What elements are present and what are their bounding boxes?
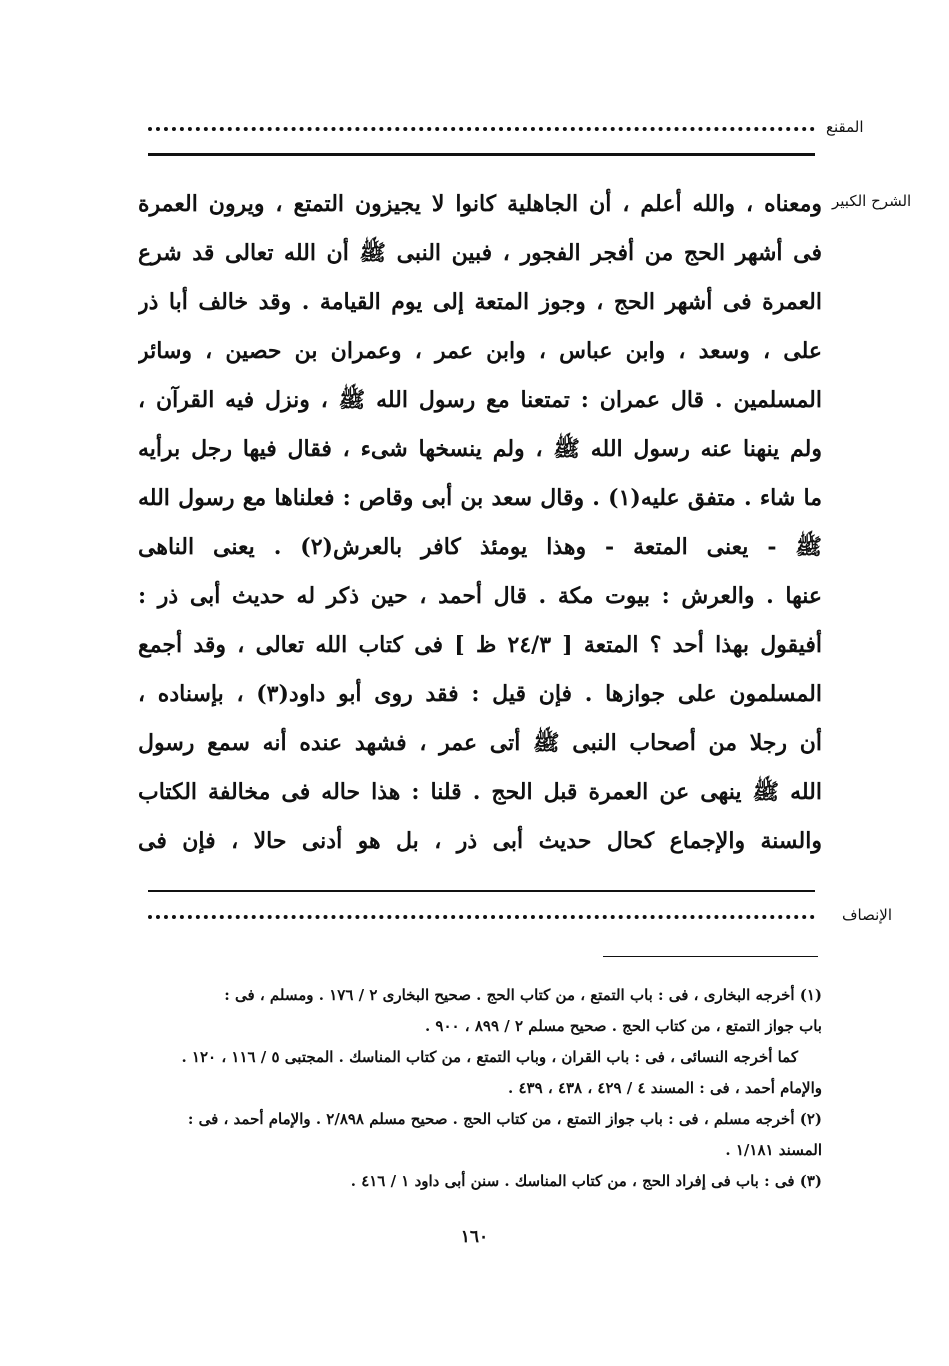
main-text-line: على ، وسعد ، وابن عباس ، وابن عمر ، وعمران بن حصين ، وسائر bbox=[138, 338, 822, 364]
main-text-line: المسلمين . قال عمران : تمتعنا مع رسول الله ﷺ ، ونزل فيه القرآن ، bbox=[138, 387, 822, 413]
main-text-block bbox=[138, 180, 822, 866]
footnote-separator bbox=[603, 956, 818, 957]
footnote-line: كما أخرجه النسائى ، فى : باب القران ، وباب التمتع ، من كتاب المناسك . المجتبى ٥ / ١١٦ ، ١٢٠ . bbox=[181, 1048, 798, 1066]
main-text-line: أن رجلا من أصحاب النبى ﷺ أتى عمر ، فشهد عنده أنه سمع رسول bbox=[138, 730, 822, 756]
margin-label-muqni: المقنع bbox=[826, 118, 864, 136]
main-text-line: الله ﷺ ينهى عن العمرة قبل الحج . قلنا : هذا حاله فى مخالفة الكتاب bbox=[138, 779, 822, 805]
main-text-line: ﷺ - يعنى المتعة - وهذا يومئذ كافر بالعرش(٢) . يعنى الناهى bbox=[138, 534, 822, 560]
footnote-line: باب جواز التمتع ، من كتاب الحج . صحيح مسلم ٢ / ٨٩٩ ، ٩٠٠ . bbox=[424, 1017, 822, 1035]
margin-label-insaf: الإنصاف bbox=[842, 906, 893, 924]
main-text-line: فى أشهر الحج من أفجر الفجور ، فبين النبى ﷺ أن الله تعالى قد شرع bbox=[138, 240, 822, 266]
main-text-line: المسلمون على جوازها . فإن قيل : فقد روى أبو داود(٣) ، بإسناده ، bbox=[138, 681, 822, 707]
main-text-line: ما شاء . متفق عليه(١) . وقال سعد بن أبى وقاص : فعلناها مع رسول الله bbox=[138, 485, 822, 511]
footnote-line: والإمام أحمد ، فى : المسند ٤ / ٤٢٩ ، ٤٣٨ ، ٤٣٩ . bbox=[508, 1079, 822, 1097]
main-text-line: أفيقول بهذا أحد ؟ المتعة [ ٢٤/٣ ظ ] فى كتاب الله تعالى ، وقد أجمع bbox=[138, 632, 822, 658]
footnotes-block bbox=[140, 980, 822, 1197]
footnote-line: (١) أخرجه البخارى ، فى : باب التمتع ، من كتاب الحج . صحيح البخارى ٢ / ١٧٦ . ومسلم ، فى : bbox=[224, 986, 822, 1004]
main-text-line: ومعناه ، والله أعلم ، أن الجاهلية كانوا لا يجيزون التمتع ، ويرون العمرة bbox=[138, 191, 822, 217]
thick-rule bbox=[148, 153, 815, 156]
main-text-line: ولم ينهنا عنه رسول الله ﷺ ، ولم ينسخها شىء ، فقال فيها رجل برأيه bbox=[138, 436, 822, 462]
margin-label-sharh-kabir: الشرح الكبير bbox=[832, 192, 912, 210]
main-text-line: العمرة فى أشهر الحج ، وجوز المتعة إلى يوم القيامة . وقد خالف أبا ذر bbox=[138, 289, 822, 315]
main-text-line: والسنة والإجماع كحال حديث أبى ذر ، بل هو أدنى حالا ، فإن فى bbox=[138, 828, 822, 854]
thin-rule bbox=[148, 890, 815, 892]
footnote-line: المسند ١/١٨١ . bbox=[725, 1141, 822, 1159]
footnote-line: (٣) فى : باب فى إفراد الحج ، من كتاب المناسك . سنن أبى داود ١ / ٤١٦ . bbox=[350, 1172, 822, 1190]
main-text-line: عنها . والعرش : بيوت مكة . قال أحمد ، حين ذكر له حديث أبى ذر : bbox=[138, 583, 822, 609]
dotted-separator-top bbox=[148, 127, 815, 133]
page-number: ١٦٠ bbox=[460, 1227, 489, 1247]
footnote-line: (٢) أخرجه مسلم ، فى : باب جواز التمتع ، من كتاب الحج . صحيح مسلم ٢/٨٩٨ . والإمام أحمد ، فى : bbox=[187, 1110, 822, 1128]
dotted-separator-bottom bbox=[148, 915, 815, 921]
